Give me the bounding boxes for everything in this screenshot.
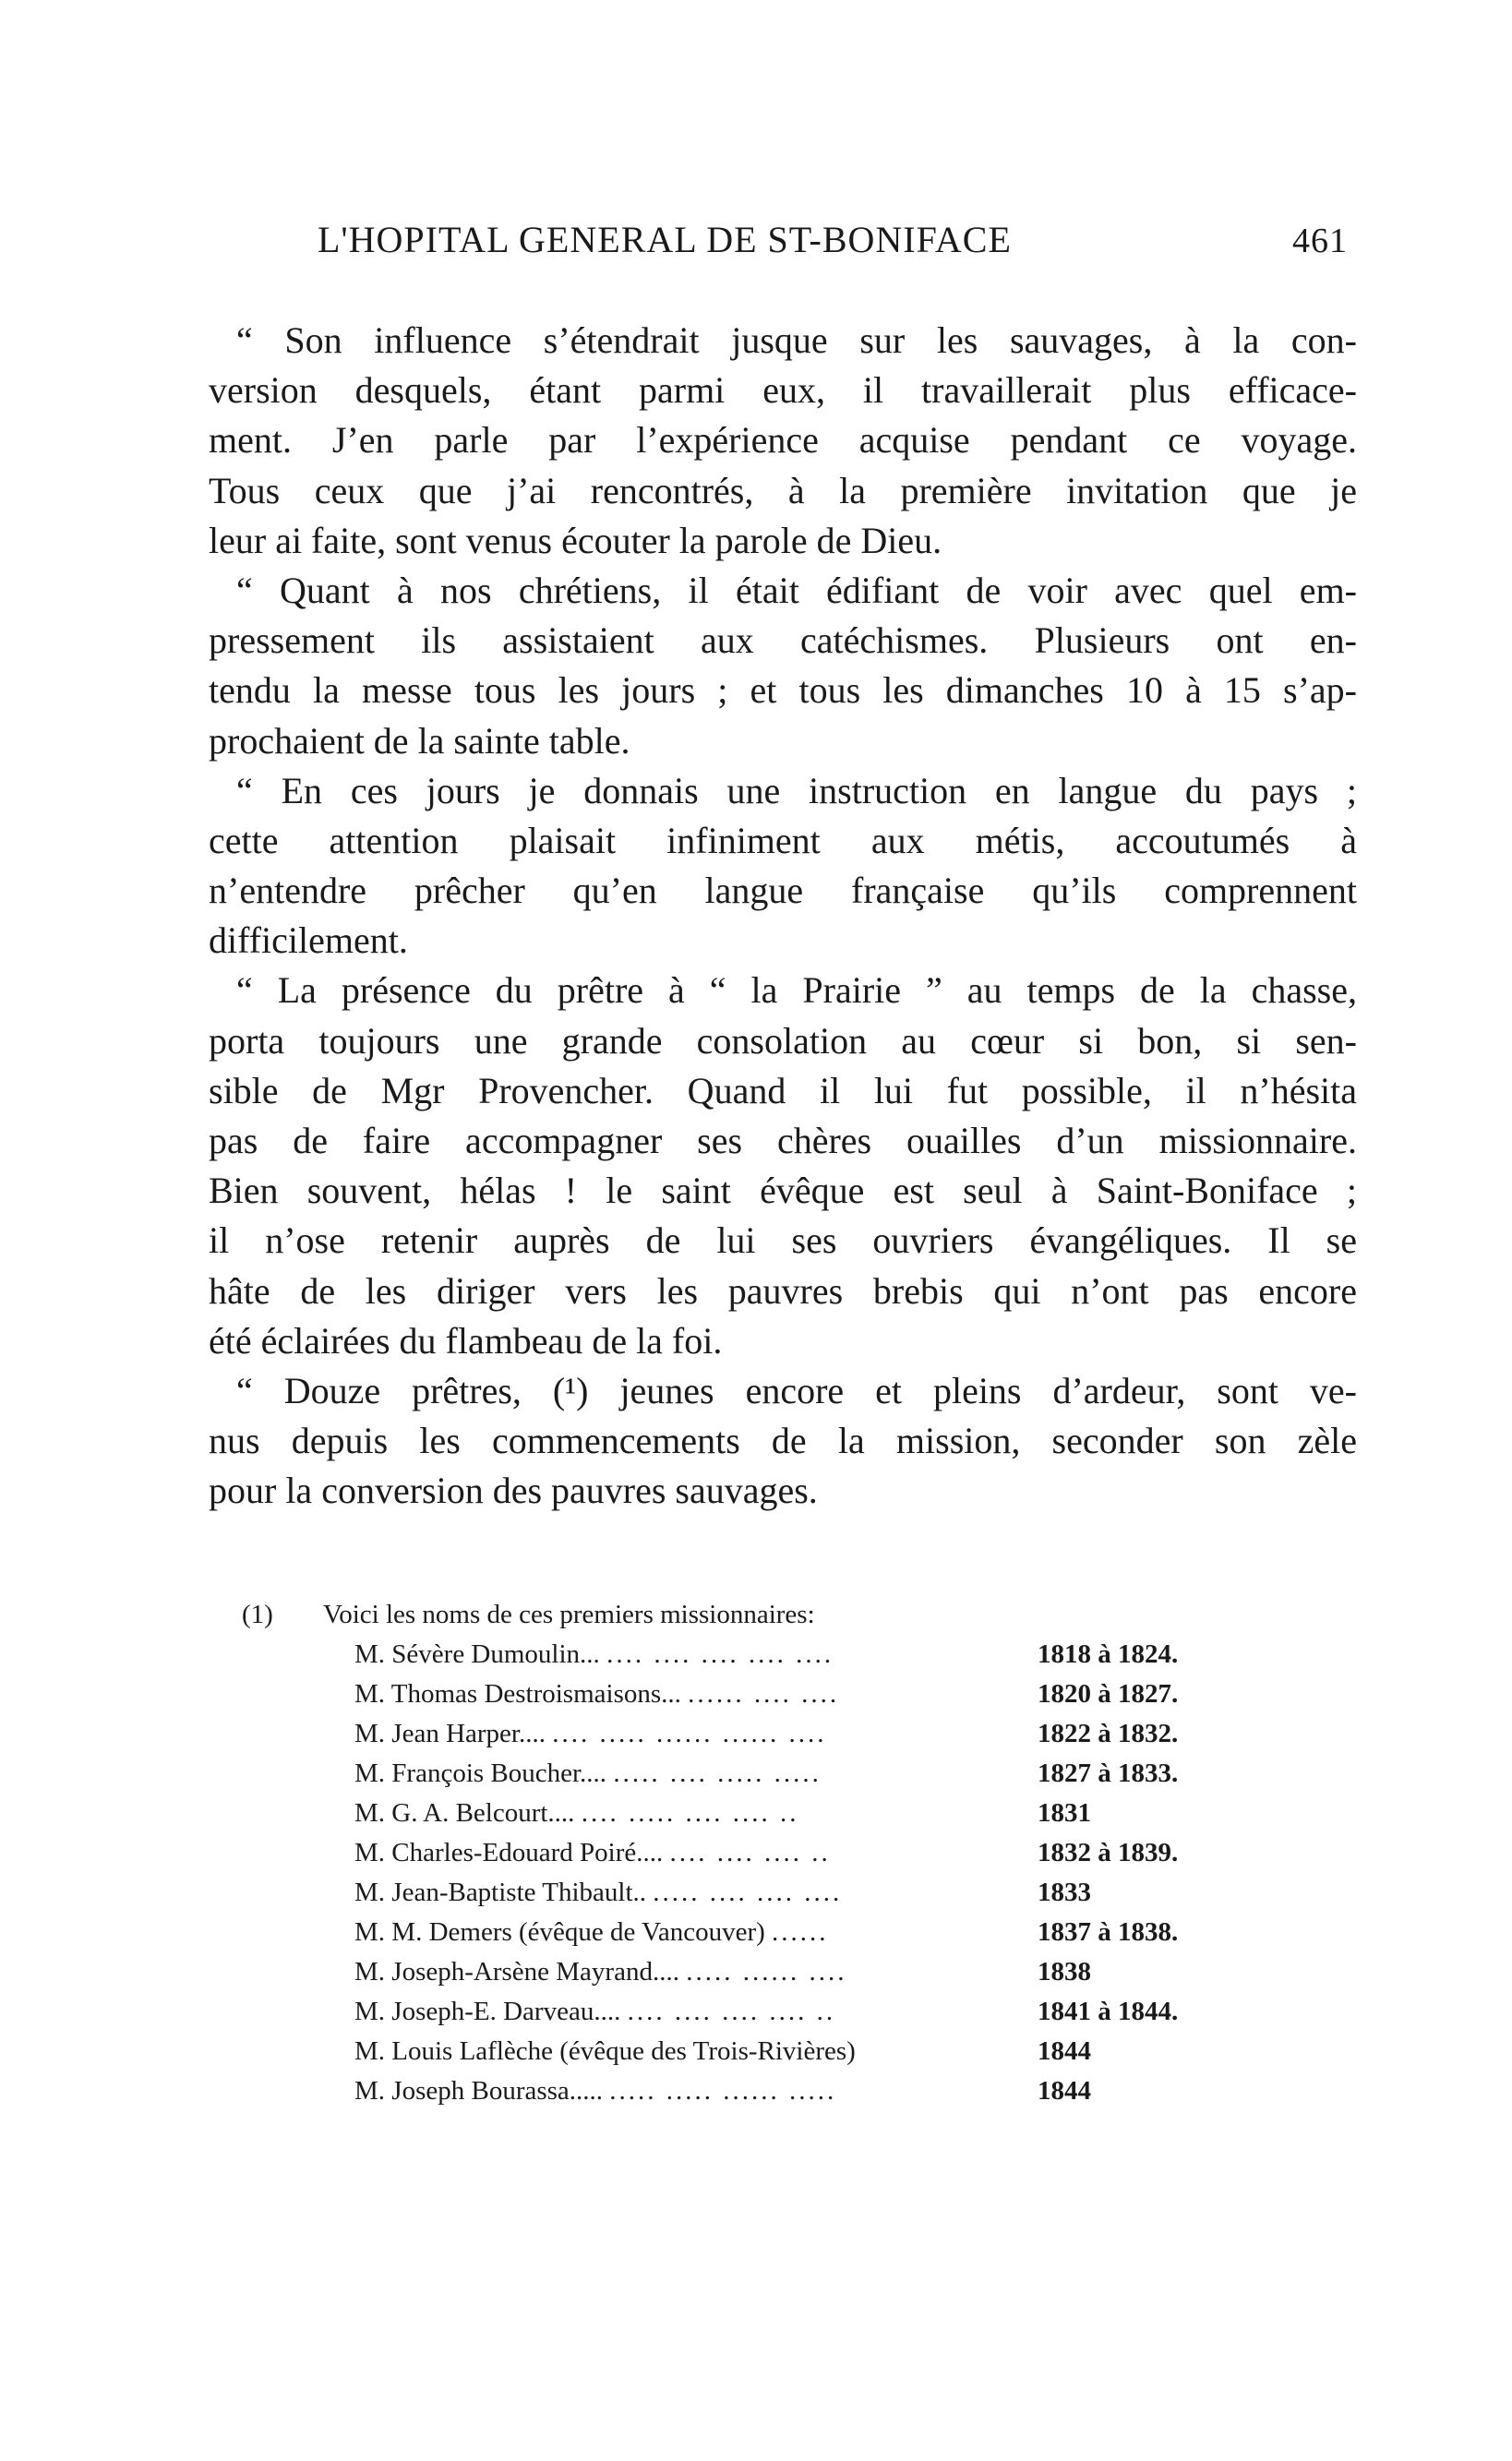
- text-line: cette attention plaisait infiniment aux métis, accoutumés à: [209, 819, 1357, 861]
- text-line: ment. J’en parle par l’expérience acquise pendant ce voyage.: [209, 419, 1357, 462]
- missionary-entry: [242, 1913, 1257, 1952]
- missionary-name-text: M. G. A. Belcourt....: [354, 1798, 575, 1828]
- missionary-name: [354, 1952, 1038, 1992]
- text-line: été éclairées du flambeau de la foi.: [209, 1319, 723, 1362]
- text-line: prochaient de la sainte table.: [209, 719, 630, 762]
- footnote: [242, 1595, 1257, 2111]
- missionary-name-text: M. Joseph-Arsène Mayrand....: [354, 1957, 679, 1987]
- missionary-entry: [242, 1992, 1257, 2032]
- missionary-entry: [242, 1833, 1257, 1873]
- leader-dots: .... ..... ...... ...... ....: [552, 1719, 827, 1748]
- footnote-intro-text: Voici les noms de ces premiers missionnaires:: [323, 1600, 815, 1629]
- missionary-years: 1844: [1038, 2036, 1091, 2066]
- text-line: difficilement.: [209, 919, 408, 962]
- missionary-name-text: M. M. Demers (évêque de Vancouver): [354, 1917, 765, 1947]
- missionary-name: [354, 1873, 1038, 1913]
- text-line: “ La présence du prêtre à “ la Prairie ” au temps de la chasse,: [236, 969, 1357, 1012]
- text-line: il n’ose retenir auprès de lui ses ouvriers évangéliques. Il se: [209, 1219, 1357, 1262]
- leader-dots: ..... ...... ....: [686, 1957, 847, 1987]
- missionary-years: 1844: [1038, 2076, 1091, 2106]
- running-title: L'HOPITAL GENERAL DE ST-BONIFACE: [318, 219, 1012, 260]
- leader-dots: ..... .... .... ....: [653, 1878, 843, 1907]
- text-line: pas de faire accompagner ses chères ouailles d’un missionnaire.: [209, 1120, 1357, 1161]
- missionary-name-text: M. Jean Harper....: [354, 1719, 546, 1748]
- missionary-name: [354, 1714, 1038, 1754]
- missionary-years: 1818 à 1824.: [1038, 1639, 1179, 1669]
- missionary-years: 1837 à 1838.: [1038, 1917, 1179, 1947]
- missionary-name: [354, 2032, 1038, 2071]
- missionary-name: [354, 2071, 1038, 2111]
- missionary-entry: [242, 1675, 1257, 1714]
- text-line: “ En ces jours je donnais une instruction en langue du pays ;: [236, 769, 1357, 811]
- text-line: leur ai faite, sont venus écouter la parole de Dieu.: [209, 519, 942, 561]
- text-line: version desquels, étant parmi eux, il travaillerait plus efficace-: [209, 369, 1357, 412]
- missionary-name: [354, 1992, 1038, 2032]
- text-line: nus depuis les commencements de la mission, seconder son zèle: [209, 1420, 1357, 1462]
- leader-dots: .... .... .... .... ....: [606, 1639, 834, 1669]
- missionary-entry: [242, 1635, 1257, 1675]
- missionary-entry: [242, 2071, 1257, 2111]
- missionary-name: [354, 1833, 1038, 1873]
- leader-dots: .... .... .... .... ..: [627, 1997, 836, 2026]
- leader-dots: .... .... .... ..: [669, 1838, 831, 1867]
- text-line: pour la conversion des pauvres sauvages.: [209, 1470, 818, 1512]
- missionary-years: 1820 à 1827.: [1038, 1679, 1179, 1709]
- missionary-name-text: M. Joseph Bourassa.....: [354, 2076, 604, 2106]
- missionary-name-text: M. Thomas Destroismaisons...: [354, 1679, 681, 1709]
- missionary-name: [354, 1675, 1038, 1714]
- leader-dots: ..... ..... ...... .....: [609, 2076, 837, 2106]
- missionary-years: 1841 à 1844.: [1038, 1997, 1179, 2026]
- body-text: [209, 316, 1357, 1517]
- missionary-entry: [242, 1952, 1257, 1992]
- footnote-marker: (1): [242, 1600, 273, 1629]
- text-line: “ Quant à nos chrétiens, il était édifiant de voir avec quel em-: [236, 569, 1357, 611]
- missionary-name-text: M. Charles-Edouard Poiré....: [354, 1838, 664, 1867]
- missionary-name-text: M. Louis Laflèche (évêque des Trois-Rivières): [354, 2036, 856, 2066]
- missionary-years: 1827 à 1833.: [1038, 1759, 1179, 1788]
- leader-dots: ..... .... ..... .....: [613, 1759, 822, 1788]
- missionary-name-text: M. Sévère Dumoulin...: [354, 1639, 600, 1669]
- text-line: n’entendre prêcher qu’en langue française qu’ils comprennent: [209, 870, 1357, 912]
- page-number: 461: [1292, 222, 1348, 260]
- missionary-years: 1831: [1038, 1798, 1091, 1828]
- missionary-entry: [242, 1754, 1257, 1794]
- missionary-name-text: M. Joseph-E. Darveau....: [354, 1997, 621, 2026]
- text-line: “ Douze prêtres, (¹) jeunes encore et pleins d’ardeur, sont ve-: [236, 1369, 1357, 1411]
- leader-dots: .... ..... .... .... ..: [581, 1798, 799, 1828]
- missionary-entry: [242, 1794, 1257, 1833]
- leader-dots: ...... .... ....: [688, 1679, 840, 1709]
- leader-dots: ......: [772, 1917, 829, 1947]
- missionary-years: 1833: [1038, 1878, 1091, 1907]
- missionary-name: [354, 1794, 1038, 1833]
- text-line: tendu la messe tous les jours ; et tous les dimanches 10 à 15 s’ap-: [209, 669, 1357, 712]
- missionary-years: 1832 à 1839.: [1038, 1838, 1179, 1867]
- text-line: “ Son influence s’étendrait jusque sur les sauvages, à la con-: [236, 319, 1357, 361]
- text-line: porta toujours une grande consolation au cœur si bon, si sen-: [209, 1019, 1357, 1062]
- missionary-entry: [242, 1873, 1257, 1913]
- missionary-entry: [242, 2032, 1257, 2071]
- missionary-name-text: M. François Boucher....: [354, 1759, 607, 1788]
- text-line: Tous ceux que j’ai rencontrés, à la première invitation que je: [209, 469, 1357, 511]
- text-line: Bien souvent, hélas ! le saint évêque est seul à Saint-Boniface ;: [209, 1170, 1357, 1212]
- missionary-years: 1822 à 1832.: [1038, 1719, 1179, 1748]
- text-line: sible de Mgr Provencher. Quand il lui fut possible, il n’hésita: [209, 1069, 1357, 1111]
- text-line: hâte de les diriger vers les pauvres brebis qui n’ont pas encore: [209, 1269, 1357, 1312]
- footnote-intro: [242, 1595, 1257, 1635]
- missionary-name-text: M. Jean-Baptiste Thibault..: [354, 1878, 646, 1907]
- missionary-name: [354, 1754, 1038, 1794]
- missionary-years: 1838: [1038, 1957, 1091, 1987]
- missionary-name: [354, 1913, 1038, 1952]
- missionary-entry: [242, 1714, 1257, 1754]
- running-head: [318, 218, 1348, 273]
- text-line: pressement ils assistaient aux catéchismes. Plusieurs ont en-: [209, 619, 1357, 662]
- missionary-name: [354, 1635, 1038, 1675]
